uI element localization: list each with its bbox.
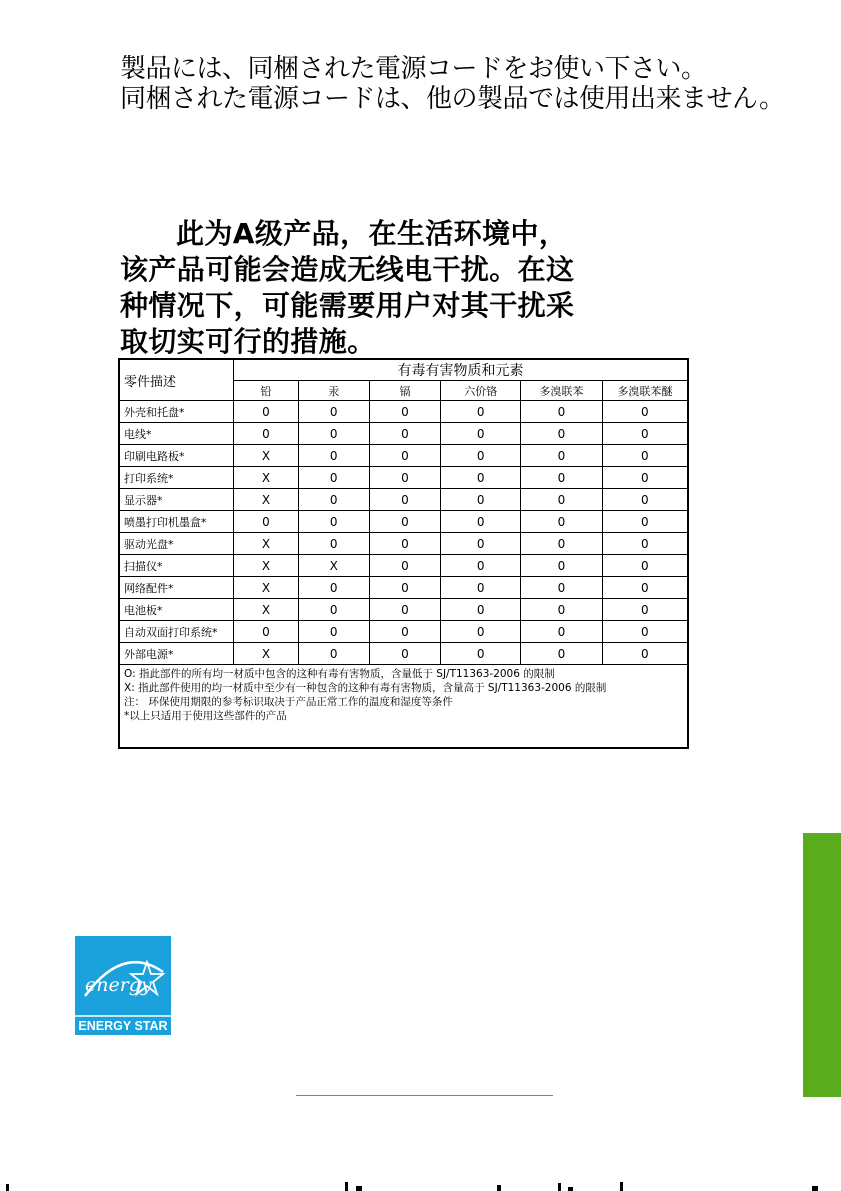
table-row [119, 445, 688, 467]
part-name-cell: 自动双面打印系统* [119, 621, 234, 643]
substance-value-cell: 0 [521, 621, 603, 643]
substance-value-cell: 0 [521, 533, 603, 555]
substance-value-cell: 0 [298, 621, 369, 643]
substance-value-cell: 0 [441, 445, 521, 467]
substance-value-cell: 0 [369, 555, 441, 577]
substance-value-cell: X [234, 489, 299, 511]
substance-value-cell: 0 [298, 577, 369, 599]
part-name-cell: 喷墨打印机墨盒* [119, 511, 234, 533]
substance-value-cell: 0 [441, 555, 521, 577]
substance-value-cell: 0 [298, 643, 369, 665]
substance-value-cell: 0 [369, 489, 441, 511]
chinese-class-a-notice: 此为A级产品，在生活环境中，该产品可能会造成无线电干扰。在这种情况下，可能需要用户对其干扰采取切实可行的措施。 [120, 217, 575, 358]
substance-value-cell: 0 [521, 467, 603, 489]
substance-value-cell: 0 [602, 599, 688, 621]
japanese-power-cord-notice [120, 54, 800, 114]
japanese-notice-line-2: 同梱された電源コードは、他の製品では使用出来ません。 [120, 84, 785, 114]
note-line: X: 指此部件使用的均一材质中至少有一种包含的这种有毒有害物质，含量高于 SJ/T11363-2006 的限制 [124, 682, 607, 694]
table-row [119, 533, 688, 555]
substance-value-cell: 0 [602, 555, 688, 577]
substance-value-cell: 0 [521, 599, 603, 621]
substance-value-cell: 0 [602, 577, 688, 599]
substance-value-cell: 0 [234, 621, 299, 643]
substance-value-cell: 0 [234, 511, 299, 533]
part-name-cell: 网络配件* [119, 577, 234, 599]
substance-value-cell: 0 [521, 445, 603, 467]
substance-value-cell: 0 [369, 577, 441, 599]
part-name-cell: 外壳和托盘* [119, 401, 234, 423]
substance-value-cell: 0 [234, 423, 299, 445]
chapter-side-tab [803, 833, 841, 1097]
substance-value-cell: 0 [369, 599, 441, 621]
substance-value-cell: X [298, 555, 369, 577]
substance-value-cell: X [234, 643, 299, 665]
part-name-cell: 驱动光盘* [119, 533, 234, 555]
substance-value-cell: 0 [441, 533, 521, 555]
substance-value-cell: 0 [234, 401, 299, 423]
substance-value-cell: 0 [441, 577, 521, 599]
note-line: *以上只适用于使用这些部件的产品 [124, 710, 287, 722]
substance-header: 汞 [298, 381, 369, 401]
cropped-footer-marks [0, 1178, 841, 1191]
substance-value-cell: 0 [602, 401, 688, 423]
substance-value-cell: 0 [369, 643, 441, 665]
substance-value-cell: X [234, 577, 299, 599]
substance-value-cell: 0 [369, 445, 441, 467]
substance-value-cell: 0 [521, 401, 603, 423]
table-row [119, 599, 688, 621]
part-description-header: 零件描述 [119, 359, 234, 401]
table-row [119, 555, 688, 577]
substance-value-cell: 0 [602, 511, 688, 533]
energy-star-script-text: energy [85, 974, 152, 996]
substance-value-cell: 0 [521, 423, 603, 445]
substance-value-cell: 0 [298, 533, 369, 555]
table-row [119, 621, 688, 643]
part-name-cell: 外部电源* [119, 643, 234, 665]
substance-value-cell: 0 [441, 423, 521, 445]
toxic-substances-header: 有毒有害物质和元素 [234, 359, 688, 381]
substance-value-cell: 0 [602, 467, 688, 489]
substance-header: 多溴联苯醚 [602, 381, 688, 401]
substance-value-cell: X [234, 599, 299, 621]
substance-value-cell: 0 [521, 555, 603, 577]
part-name-cell: 打印系统* [119, 467, 234, 489]
substance-value-cell: 0 [441, 621, 521, 643]
table-notes [119, 665, 688, 749]
substance-value-cell: 0 [521, 489, 603, 511]
substance-header: 镉 [369, 381, 441, 401]
substance-header: 六价铬 [441, 381, 521, 401]
substance-value-cell: X [234, 467, 299, 489]
substance-value-cell: 0 [602, 533, 688, 555]
table-body [119, 401, 688, 665]
substance-value-cell: 0 [298, 511, 369, 533]
substance-value-cell: 0 [441, 643, 521, 665]
substance-value-cell: X [234, 533, 299, 555]
energy-star-label: ENERGY STAR [78, 1019, 168, 1033]
substance-value-cell: 0 [521, 643, 603, 665]
substance-value-cell: 0 [521, 577, 603, 599]
substance-value-cell: 0 [298, 423, 369, 445]
substance-value-cell: 0 [369, 533, 441, 555]
substance-value-cell: 0 [369, 423, 441, 445]
part-name-cell: 电池板* [119, 599, 234, 621]
substance-value-cell: 0 [298, 489, 369, 511]
note-line: 注： 环保使用期限的参考标识取决于产品正常工作的温度和湿度等条件 [124, 696, 453, 708]
table-row [119, 577, 688, 599]
substance-value-cell: 0 [298, 401, 369, 423]
substance-header: 多溴联苯 [521, 381, 603, 401]
table-row [119, 423, 688, 445]
substance-value-cell: 0 [369, 621, 441, 643]
substance-value-cell: 0 [521, 511, 603, 533]
part-name-cell: 显示器* [119, 489, 234, 511]
part-name-cell: 印刷电路板* [119, 445, 234, 467]
japanese-notice-line-1: 製品には、同梱された電源コードをお使い下さい。 [120, 54, 707, 84]
substance-value-cell: X [234, 555, 299, 577]
table-row [119, 511, 688, 533]
substance-value-cell: 0 [369, 511, 441, 533]
substance-value-cell: 0 [369, 401, 441, 423]
link-underline [296, 1095, 553, 1096]
substance-value-cell: 0 [441, 489, 521, 511]
hazardous-substances-table [118, 358, 689, 749]
substance-value-cell: 0 [602, 643, 688, 665]
part-name-cell: 电线* [119, 423, 234, 445]
table-row [119, 401, 688, 423]
energy-star-logo [75, 936, 171, 1035]
substance-value-cell: 0 [602, 423, 688, 445]
table-row [119, 489, 688, 511]
substance-value-cell: 0 [441, 467, 521, 489]
table-row [119, 467, 688, 489]
substance-value-cell: 0 [602, 489, 688, 511]
substance-value-cell: 0 [441, 599, 521, 621]
note-line: O: 指此部件的所有均一材质中包含的这种有毒有害物质，含量低于 SJ/T11363-2006 的限制 [124, 668, 555, 680]
substance-value-cell: X [234, 445, 299, 467]
table-row [119, 643, 688, 665]
part-name-cell: 扫描仪* [119, 555, 234, 577]
substance-value-cell: 0 [369, 467, 441, 489]
substance-value-cell: 0 [441, 401, 521, 423]
substance-value-cell: 0 [298, 467, 369, 489]
substance-value-cell: 0 [441, 511, 521, 533]
substance-value-cell: 0 [602, 621, 688, 643]
substance-value-cell: 0 [298, 445, 369, 467]
substance-header: 铅 [234, 381, 299, 401]
substance-value-cell: 0 [298, 599, 369, 621]
substance-value-cell: 0 [602, 445, 688, 467]
